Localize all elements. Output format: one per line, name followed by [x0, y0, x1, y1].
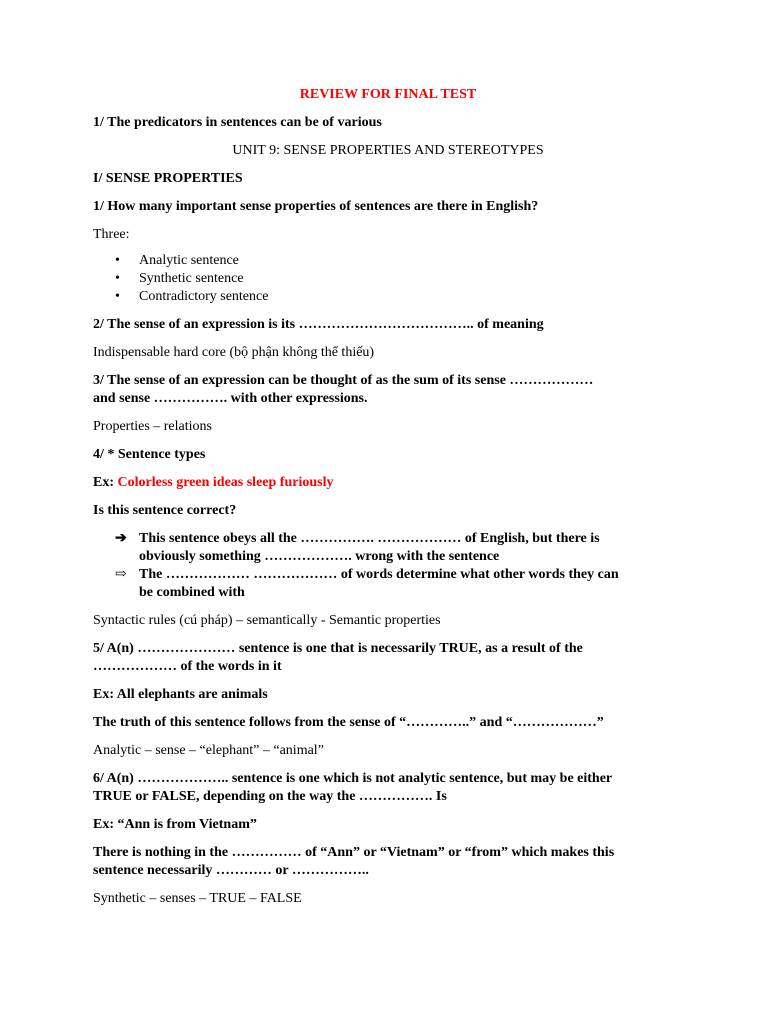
question-1: 1/ How many important sense properties of sentences are there in English? — [93, 199, 539, 214]
question-5-line-1: 5/ A(n) ………………… sentence is one that is necessarily TRUE, as a result of the — [93, 641, 583, 656]
document-page — [93, 86, 683, 918]
arrow-item-line-1: The ……………… ……………… of words determine what other words they can — [139, 567, 619, 582]
answer-2: Indispensable hard core (bộ phận không thể thiếu) — [93, 345, 375, 360]
question-2: 2/ The sense of an expression is its ……………………………….. of meaning — [93, 317, 544, 332]
question-nothing-line-2: sentence necessarily ………… or …………….. — [93, 863, 369, 878]
question-4: 4/ * Sentence types — [93, 447, 206, 462]
bold-arrow-icon: ➔ — [115, 531, 127, 546]
paragraph-predicators: 1/ The predicators in sentences can be of various — [93, 115, 382, 130]
unit-title: UNIT 9: SENSE PROPERTIES AND STEREOTYPES — [232, 143, 544, 158]
example-3: Ex: “Ann is from Vietnam” — [93, 817, 257, 832]
question-5 — [93, 640, 683, 676]
list-item — [115, 530, 683, 566]
question-3-line-2: and sense ……………. with other expressions. — [93, 391, 368, 406]
bullet-icon: • — [115, 271, 120, 286]
question-6-line-1: 6/ A(n) ……………….. sentence is one which is not analytic sentence, but may be either — [93, 771, 613, 786]
question-6-line-2: TRUE or FALSE, depending on the way the ……………. Is — [93, 789, 447, 804]
list-item-label: Synthetic sentence — [139, 271, 244, 286]
arrow-item-line-2: be combined with — [139, 585, 245, 600]
example-1 — [93, 474, 683, 492]
question-6 — [93, 770, 683, 806]
question-3-line-1: 3/ The sense of an expression can be thought of as the sum of its sense ……………… — [93, 373, 594, 388]
arrow-item-line-1: This sentence obeys all the ……………. ……………… of English, but there is — [139, 531, 600, 546]
question-nothing-line-1: There is nothing in the …………… of “Ann” or “Vietnam” or “from” which makes this — [93, 845, 615, 860]
section-heading-sense-properties: I/ SENSE PROPERTIES — [93, 171, 243, 186]
question-truth: The truth of this sentence follows from the sense of “…………..” and “………………” — [93, 715, 604, 730]
question-3 — [93, 372, 683, 408]
example-1-prefix: Ex: — [93, 475, 118, 490]
answer-1: Three: — [93, 227, 130, 242]
arrow-item-line-2: obviously something ………………. wrong with the sentence — [139, 549, 500, 564]
outline-arrow-icon: ⇨ — [115, 567, 127, 582]
question-5-line-2: ……………… of the words in it — [93, 659, 282, 674]
bullet-icon: • — [115, 289, 120, 304]
list-item — [115, 288, 683, 306]
answer-3: Properties – relations — [93, 419, 212, 434]
list-item-label: Contradictory sentence — [139, 289, 269, 304]
answer-6: Synthetic – senses – TRUE – FALSE — [93, 891, 302, 906]
example-1-text: Colorless green ideas sleep furiously — [117, 475, 334, 490]
question-nothing — [93, 844, 683, 880]
bullet-icon: • — [115, 253, 120, 268]
list-item — [115, 270, 683, 288]
document-title: REVIEW FOR FINAL TEST — [299, 87, 477, 102]
question-correct: Is this sentence correct? — [93, 503, 237, 518]
list-item — [115, 566, 683, 602]
answer-4: Syntactic rules (cú pháp) – semantically - Semantic properties — [93, 613, 441, 628]
list-item-label: Analytic sentence — [139, 253, 239, 268]
arrow-list — [93, 530, 683, 602]
example-2: Ex: All elephants are animals — [93, 687, 268, 702]
bullet-list — [93, 252, 683, 306]
answer-5: Analytic – sense – “elephant” – “animal” — [93, 743, 324, 758]
list-item — [115, 252, 683, 270]
